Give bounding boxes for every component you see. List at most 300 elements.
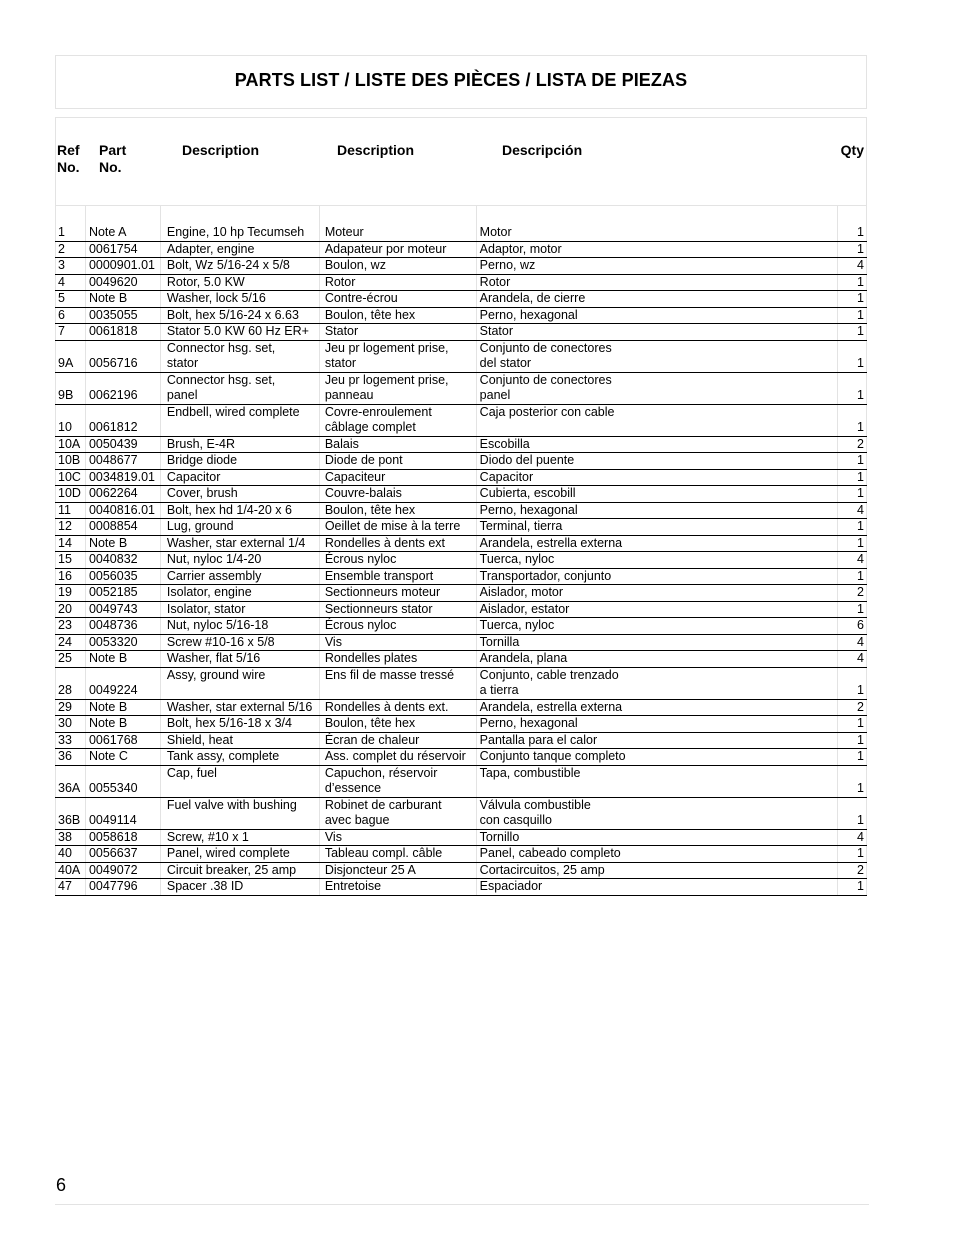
- header-description-fr: Description: [337, 142, 415, 158]
- description-es-cell-line: Panel, cabeado completo: [479, 846, 621, 860]
- table-row: [56, 324, 867, 341]
- description-es-cell: [476, 274, 838, 291]
- header-part-line2: No.: [99, 159, 122, 175]
- table-row: [56, 846, 867, 863]
- part-no-cell: Note B: [85, 716, 160, 733]
- description-fr-cell: [319, 258, 476, 275]
- description-en-cell-line: Panel, wired complete: [166, 846, 290, 860]
- ref-no-cell: 10D: [56, 486, 86, 503]
- qty-cell: 1: [838, 879, 867, 896]
- ref-no-cell: 40A: [56, 862, 86, 879]
- spacer-cell: [85, 206, 160, 225]
- description-fr-cell-line: panneau: [324, 388, 374, 402]
- description-en-cell: [160, 502, 319, 519]
- description-fr-cell: [319, 436, 476, 453]
- part-no-cell: 0052185: [85, 585, 160, 602]
- description-es-cell-line: Tornilla: [479, 634, 520, 649]
- description-fr-cell: [319, 469, 476, 486]
- qty-cell: 4: [838, 502, 867, 519]
- description-en-cell: [160, 519, 319, 536]
- description-fr-cell-line: Capaciteur: [324, 469, 386, 484]
- part-no-cell: 0062196: [85, 372, 160, 404]
- description-en-cell-line: Assy, ground wire: [166, 667, 266, 682]
- ref-no-cell: 29: [56, 699, 86, 716]
- description-fr-cell: [319, 585, 476, 602]
- ref-no-cell: 5: [56, 291, 86, 308]
- description-en-cell: [160, 552, 319, 569]
- qty-cell: 1: [838, 765, 867, 797]
- description-fr-cell: [319, 535, 476, 552]
- description-en-cell-line: Shield, heat: [166, 732, 233, 747]
- table-row: [56, 436, 867, 453]
- description-en-cell-line: Bolt, hex 5/16-24 x 6.63: [166, 307, 299, 322]
- description-en-cell-line: Bolt, Wz 5/16-24 x 5/8: [166, 258, 290, 272]
- description-fr-cell: [319, 291, 476, 308]
- qty-cell: 1: [838, 667, 867, 699]
- description-fr-cell-line: Disjoncteur 25 A: [324, 862, 416, 877]
- description-es-cell-line: Perno, hexagonal: [479, 716, 578, 730]
- qty-cell: 4: [838, 258, 867, 275]
- description-es-cell-line: a tierra: [479, 683, 519, 697]
- ref-no-cell: 11: [56, 502, 86, 519]
- description-es-cell: [476, 372, 838, 404]
- description-es-cell-line: Perno, hexagonal: [479, 502, 578, 517]
- description-fr-cell-line: stator: [324, 356, 357, 370]
- description-fr-cell: [319, 716, 476, 733]
- qty-cell: 2: [838, 699, 867, 716]
- description-es-cell-line: Arandela, estrella externa: [479, 535, 623, 550]
- description-en-cell: [160, 291, 319, 308]
- parts-table: [55, 206, 867, 896]
- qty-cell: 1: [838, 519, 867, 536]
- qty-cell: 1: [838, 404, 867, 436]
- part-no-cell: 0000901.01: [85, 258, 160, 275]
- description-es-cell-line: Espaciador: [479, 879, 543, 893]
- ref-no-cell: 15: [56, 552, 86, 569]
- description-es-cell-line: Adaptor, motor: [479, 241, 562, 256]
- description-en-cell: [160, 601, 319, 618]
- table-row: [56, 225, 867, 241]
- description-es-cell: [476, 258, 838, 275]
- description-en-cell: [160, 797, 319, 829]
- description-es-cell: [476, 667, 838, 699]
- table-spacer-row: [56, 206, 867, 225]
- ref-no-cell: 10: [56, 404, 86, 436]
- description-en-cell: [160, 340, 319, 372]
- table-row: [56, 879, 867, 896]
- spacer-cell: [476, 206, 838, 225]
- description-en-cell-line: Engine, 10 hp Tecumseh: [166, 225, 305, 239]
- description-fr-cell-line: Rondelles à dents ext: [324, 535, 446, 550]
- table-row: [56, 699, 867, 716]
- table-row: [56, 732, 867, 749]
- qty-cell: 1: [838, 568, 867, 585]
- description-fr-cell-line: d’essence: [324, 781, 382, 795]
- description-fr-cell: [319, 486, 476, 503]
- description-en-cell: [160, 436, 319, 453]
- description-en-cell-line: Isolator, stator: [166, 601, 246, 616]
- description-fr-cell-line: Stator: [324, 324, 359, 338]
- table-row: [56, 716, 867, 733]
- description-es-cell-line: Transportador, conjunto: [479, 568, 612, 583]
- description-es-cell: [476, 716, 838, 733]
- part-no-cell: 0061818: [85, 324, 160, 341]
- qty-cell: 4: [838, 552, 867, 569]
- description-en-cell-line: Spacer .38 ID: [166, 879, 244, 893]
- description-en-cell-line: Washer, flat 5/16: [166, 651, 261, 665]
- description-es-cell: [476, 879, 838, 896]
- page-number: 6: [56, 1175, 67, 1195]
- description-en-cell-line: Nut, nyloc 5/16-18: [166, 618, 269, 632]
- part-no-cell: Note B: [85, 291, 160, 308]
- part-no-cell: 0055340: [85, 765, 160, 797]
- description-fr-cell-line: Ensemble transport: [324, 568, 434, 583]
- description-fr-cell: [319, 699, 476, 716]
- description-en-cell: [160, 241, 319, 258]
- qty-cell: 1: [838, 601, 867, 618]
- description-en-cell: [160, 324, 319, 341]
- description-es-cell-line: Capacitor: [479, 469, 534, 484]
- description-es-cell-line: [480, 781, 836, 797]
- qty-cell: 1: [838, 486, 867, 503]
- description-fr-cell: [319, 797, 476, 829]
- ref-no-cell: 20: [56, 601, 86, 618]
- description-fr-cell: [319, 502, 476, 519]
- ref-no-cell: 4: [56, 274, 86, 291]
- table-row: [56, 667, 867, 699]
- qty-cell: 1: [838, 469, 867, 486]
- description-es-cell: [476, 307, 838, 324]
- table-row: [56, 340, 867, 372]
- description-en-cell-line: Capacitor: [166, 469, 221, 484]
- description-es-cell-line: Conjunto tanque completo: [479, 749, 626, 763]
- description-en-cell: [160, 829, 319, 846]
- ref-no-cell: 23: [56, 618, 86, 635]
- part-no-cell: 0049224: [85, 667, 160, 699]
- part-no-cell: 0048677: [85, 453, 160, 470]
- description-es-cell-line: Motor: [479, 225, 512, 239]
- description-es-cell: [476, 535, 838, 552]
- table-row: [56, 749, 867, 766]
- description-fr-cell-line: Écrous nyloc: [324, 552, 397, 566]
- description-fr-cell: [319, 846, 476, 863]
- table-row: [56, 862, 867, 879]
- table-row: [56, 519, 867, 536]
- description-en-cell-line: Tank assy, complete: [166, 749, 280, 763]
- description-en-cell-line: Isolator, engine: [166, 585, 252, 599]
- description-en-cell: [160, 667, 319, 699]
- table-header: [55, 117, 867, 206]
- footer-divider: [55, 1204, 869, 1205]
- description-es-cell-line: Conjunto de conectores: [479, 340, 612, 355]
- qty-cell: 1: [838, 372, 867, 404]
- description-en-cell-line: Washer, star external 1/4: [166, 535, 306, 550]
- description-fr-cell-line: Contre-écrou: [324, 291, 398, 305]
- description-es-cell: [476, 568, 838, 585]
- ref-no-cell: 24: [56, 634, 86, 651]
- description-es-cell-line: Diodo del puente: [479, 453, 575, 467]
- title-box: [55, 55, 867, 109]
- qty-cell: 4: [838, 829, 867, 846]
- part-no-cell: Note B: [85, 535, 160, 552]
- ref-no-cell: 2: [56, 241, 86, 258]
- description-fr-cell-line: Couvre-balais: [324, 486, 402, 500]
- header-part-line1: Part: [99, 142, 127, 158]
- table-row: [56, 241, 867, 258]
- description-fr-cell-line: avec bague: [324, 813, 390, 827]
- header-ref-line1: Ref: [57, 142, 80, 158]
- part-no-cell: 0062264: [85, 486, 160, 503]
- ref-no-cell: 28: [56, 667, 86, 699]
- description-fr-cell: [319, 732, 476, 749]
- description-es-cell-line: Rotor: [479, 274, 511, 289]
- qty-cell: 1: [838, 749, 867, 766]
- table-row: [56, 404, 867, 436]
- description-es-cell-line: Perno, wz: [479, 258, 536, 272]
- qty-cell: 4: [838, 634, 867, 651]
- description-fr-cell-line: Oeillet de mise à la terre: [324, 519, 461, 533]
- description-es-cell-line: Conjunto de conectores: [479, 372, 612, 387]
- ref-no-cell: 10B: [56, 453, 86, 470]
- description-fr-cell-line: Écrous nyloc: [324, 618, 397, 632]
- description-fr-cell-line: Jeu pr logement prise,: [324, 372, 449, 387]
- description-en-cell-line: Carrier assembly: [166, 568, 262, 583]
- ref-no-cell: 36A: [56, 765, 86, 797]
- description-es-cell: [476, 732, 838, 749]
- description-en-cell-line: Lug, ground: [166, 519, 234, 533]
- description-es-cell: [476, 651, 838, 668]
- description-fr-cell-line: Boulon, tête hex: [324, 307, 416, 322]
- description-en-cell: [160, 469, 319, 486]
- part-no-cell: 0056035: [85, 568, 160, 585]
- table-row: [56, 829, 867, 846]
- table-row: [56, 634, 867, 651]
- description-es-cell-line: con casquillo: [479, 813, 552, 827]
- description-fr-cell-line: Boulon, wz: [324, 258, 386, 272]
- ref-no-cell: 9B: [56, 372, 86, 404]
- description-fr-cell: [319, 225, 476, 241]
- table-row: [56, 274, 867, 291]
- description-es-cell: [476, 436, 838, 453]
- description-fr-cell: [319, 552, 476, 569]
- description-es-cell: [476, 225, 838, 241]
- description-en-cell-line: Washer, lock 5/16: [166, 291, 266, 305]
- description-fr-cell-line: Entretoise: [324, 879, 382, 893]
- qty-cell: 1: [838, 241, 867, 258]
- part-no-cell: 0040816.01: [85, 502, 160, 519]
- description-fr-cell-line: Ens fil de masse tressé: [324, 667, 455, 682]
- description-en-cell-line: Cap, fuel: [166, 765, 217, 780]
- description-fr-cell-line: Vis: [324, 829, 342, 844]
- description-en-cell-line: Cover, brush: [166, 486, 238, 500]
- ref-no-cell: 36B: [56, 797, 86, 829]
- description-es-cell: [476, 404, 838, 436]
- qty-cell: 1: [838, 716, 867, 733]
- description-en-cell: [160, 585, 319, 602]
- description-en-cell-line: Rotor, 5.0 KW: [166, 274, 245, 289]
- header-part-no: [99, 142, 126, 176]
- description-en-cell-line: stator: [166, 356, 199, 370]
- description-en-cell: [160, 749, 319, 766]
- part-no-cell: 0056716: [85, 340, 160, 372]
- description-es-cell-line: Arandela, estrella externa: [479, 699, 623, 714]
- description-es-cell-line: Tornillo: [479, 829, 520, 844]
- description-es-cell-line: Aislador, motor: [479, 585, 564, 599]
- description-fr-cell: [319, 829, 476, 846]
- description-fr-cell-line: câblage complet: [324, 420, 416, 434]
- description-es-cell: [476, 486, 838, 503]
- description-fr-cell-line: Vis: [324, 634, 342, 649]
- ref-no-cell: 36: [56, 749, 86, 766]
- description-es-cell-line: Perno, hexagonal: [479, 307, 578, 322]
- qty-cell: 2: [838, 436, 867, 453]
- description-fr-cell: [319, 879, 476, 896]
- description-fr-cell: [319, 241, 476, 258]
- description-fr-cell-line: Boulon, tête hex: [324, 716, 416, 730]
- description-fr-cell-line: Jeu pr logement prise,: [324, 340, 449, 355]
- description-en-cell: [160, 568, 319, 585]
- part-no-cell: 0056637: [85, 846, 160, 863]
- description-en-cell: [160, 486, 319, 503]
- part-no-cell: Note B: [85, 699, 160, 716]
- description-es-cell-line: Tapa, combustible: [479, 765, 581, 780]
- description-fr-cell: [319, 372, 476, 404]
- description-en-cell-line: Fuel valve with bushing: [166, 797, 297, 812]
- table-row: [56, 552, 867, 569]
- part-no-cell: 0049072: [85, 862, 160, 879]
- description-en-cell: [160, 846, 319, 863]
- table-row: [56, 618, 867, 635]
- description-es-cell: [476, 862, 838, 879]
- description-fr-cell: [319, 453, 476, 470]
- description-es-cell-line: Válvula combustible: [479, 797, 591, 812]
- description-fr-cell-line: Moteur: [324, 225, 364, 239]
- description-es-cell: [476, 552, 838, 569]
- spacer-cell: [160, 206, 319, 225]
- table-row: [56, 258, 867, 275]
- description-es-cell-line: Tuerca, nyloc: [479, 618, 555, 632]
- parts-table-body: [56, 206, 867, 895]
- description-en-cell-line: Connector hsg. set,: [166, 372, 276, 387]
- part-no-cell: 0061812: [85, 404, 160, 436]
- table-row: [56, 585, 867, 602]
- description-fr-cell-line: Covre-enroulement: [324, 404, 432, 419]
- qty-cell: 6: [838, 618, 867, 635]
- part-no-cell: 0061754: [85, 241, 160, 258]
- description-en-cell-line: [167, 781, 317, 797]
- description-en-cell-line: Washer, star external 5/16: [166, 699, 313, 714]
- description-es-cell: [476, 291, 838, 308]
- description-fr-cell: [319, 324, 476, 341]
- ref-no-cell: 40: [56, 846, 86, 863]
- description-es-cell-line: Arandela, plana: [479, 651, 568, 665]
- header-qty: Qty: [840, 142, 864, 158]
- description-fr-cell: [319, 749, 476, 766]
- ref-no-cell: 30: [56, 716, 86, 733]
- description-fr-cell-line: Rotor: [324, 274, 356, 289]
- qty-cell: 1: [838, 535, 867, 552]
- description-fr-cell: [319, 634, 476, 651]
- description-en-cell: [160, 879, 319, 896]
- description-fr-cell: [319, 765, 476, 797]
- description-fr-cell-line: Écran de chaleur: [324, 732, 420, 747]
- description-en-cell: [160, 618, 319, 635]
- description-fr-cell: [319, 601, 476, 618]
- part-no-cell: Note A: [85, 225, 160, 241]
- description-es-cell-line: Terminal, tierra: [479, 519, 563, 533]
- description-en-cell: [160, 225, 319, 241]
- description-es-cell-line: [480, 420, 836, 436]
- description-es-cell: [476, 469, 838, 486]
- table-row: [56, 469, 867, 486]
- description-en-cell-line: Nut, nyloc 1/4-20: [166, 552, 262, 566]
- description-es-cell-line: Cortacircuitos, 25 amp: [479, 862, 605, 877]
- description-en-cell-line: Bolt, hex 5/16-18 x 3/4: [166, 716, 292, 730]
- description-en-cell-line: Bolt, hex hd 1/4-20 x 6: [166, 502, 292, 517]
- description-en-cell-line: Connector hsg. set,: [166, 340, 276, 355]
- description-en-cell-line: Bridge diode: [166, 453, 238, 467]
- description-en-cell-line: Screw, #10 x 1: [166, 829, 249, 844]
- description-es-cell-line: Conjunto, cable trenzado: [479, 667, 619, 682]
- description-es-cell-line: Aislador, estator: [479, 601, 570, 616]
- part-no-cell: 0058618: [85, 829, 160, 846]
- description-fr-cell: [319, 519, 476, 536]
- table-row: [56, 568, 867, 585]
- ref-no-cell: 6: [56, 307, 86, 324]
- description-es-cell-line: panel: [479, 388, 511, 402]
- part-no-cell: 0050439: [85, 436, 160, 453]
- description-fr-cell-line: Diode de pont: [324, 453, 403, 467]
- description-es-cell: [476, 797, 838, 829]
- ref-no-cell: 14: [56, 535, 86, 552]
- description-en-cell-line: Adapter, engine: [166, 241, 255, 256]
- description-es-cell-line: Pantalla para el calor: [479, 732, 598, 747]
- description-fr-cell-line: Balais: [324, 436, 359, 451]
- part-no-cell: 0040832: [85, 552, 160, 569]
- ref-no-cell: 7: [56, 324, 86, 341]
- qty-cell: 1: [838, 291, 867, 308]
- part-no-cell: 0049114: [85, 797, 160, 829]
- qty-cell: 1: [838, 274, 867, 291]
- description-en-cell-line: Brush, E-4R: [166, 436, 235, 451]
- part-no-cell: 0034819.01: [85, 469, 160, 486]
- description-fr-cell: [319, 862, 476, 879]
- part-no-cell: 0048736: [85, 618, 160, 635]
- table-row: [56, 797, 867, 829]
- description-en-cell: [160, 258, 319, 275]
- part-no-cell: 0053320: [85, 634, 160, 651]
- description-es-cell-line: del stator: [479, 356, 532, 370]
- ref-no-cell: 3: [56, 258, 86, 275]
- description-en-cell: [160, 453, 319, 470]
- description-es-cell-line: Tuerca, nyloc: [479, 552, 555, 566]
- description-en-cell-line: [167, 683, 317, 699]
- description-en-cell: [160, 535, 319, 552]
- page-title: PARTS LIST / LISTE DES PIÈCES / LISTA DE PIEZAS: [234, 70, 688, 90]
- table-row: [56, 765, 867, 797]
- description-es-cell: [476, 846, 838, 863]
- description-es-cell: [476, 502, 838, 519]
- description-en-cell: [160, 274, 319, 291]
- qty-cell: 1: [838, 453, 867, 470]
- ref-no-cell: 25: [56, 651, 86, 668]
- description-en-cell-line: [167, 813, 317, 829]
- part-no-cell: 0049743: [85, 601, 160, 618]
- description-fr-cell-line: Robinet de carburant: [324, 797, 442, 812]
- description-en-cell: [160, 651, 319, 668]
- part-no-cell: 0061768: [85, 732, 160, 749]
- description-es-cell: [476, 829, 838, 846]
